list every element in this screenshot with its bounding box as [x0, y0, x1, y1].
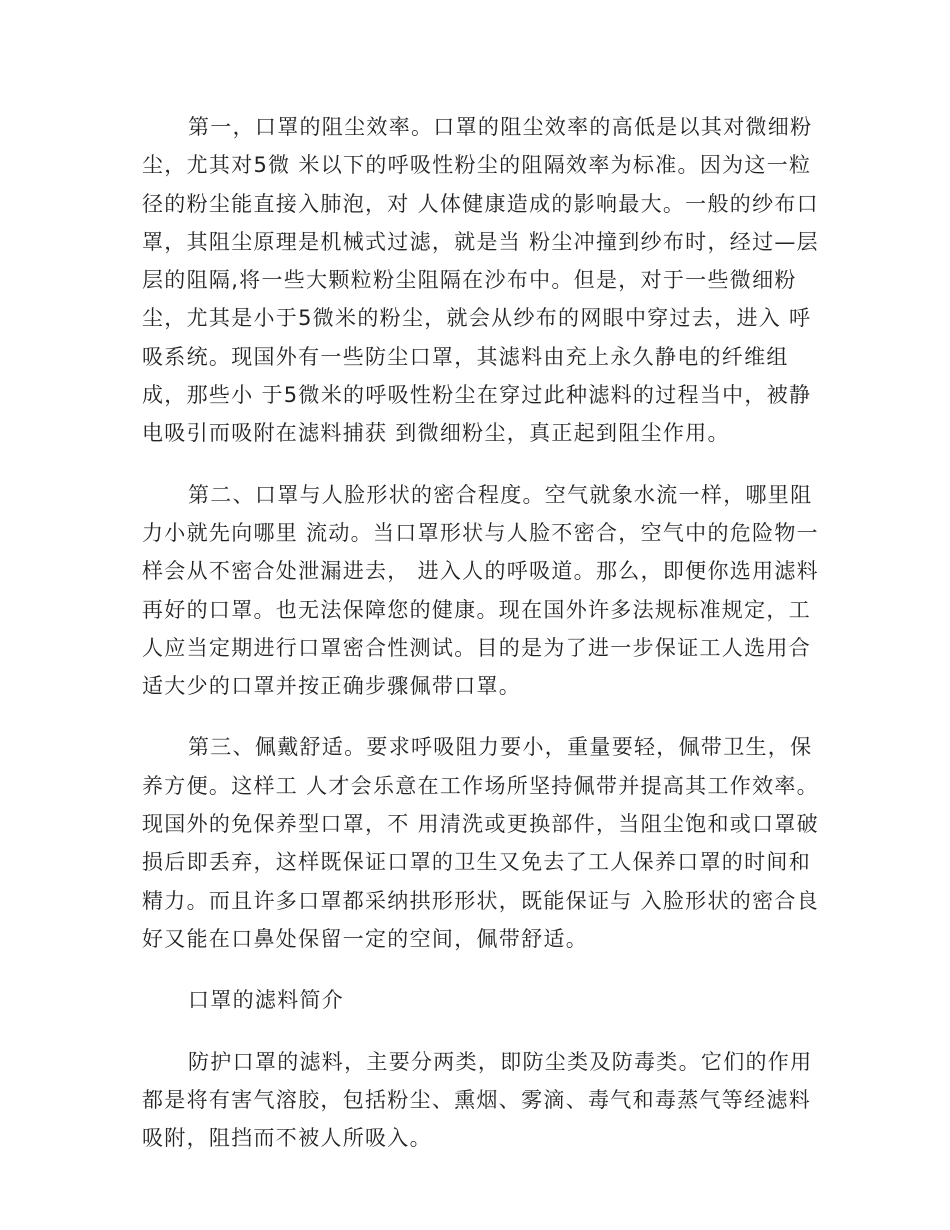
text-line: 成，那些小 于5微米的呼吸性粉尘在穿过此种滤料的过程当中，被静	[142, 383, 812, 408]
text-line: 好又能在口鼻处保留一定的空间，佩带舒适。	[142, 926, 588, 951]
paragraph-dust-efficiency	[142, 108, 819, 453]
paragraph-comfort	[142, 728, 819, 958]
text-line: 第三、佩戴舒适。要求呼吸阻力要小，重量要轻，佩带卫生，保	[188, 735, 813, 760]
text-line: 人应当定期进行口罩密合性测试。目的是为了进一步保证工人选用合	[142, 635, 811, 660]
text-line: 第一，口罩的阻尘效率。口罩的阻尘效率的高低是以其对微细粉	[188, 115, 813, 139]
text-line: 吸系统。现国外有一些防尘口罩，其滤料由充上永久静电的纤维组	[142, 344, 789, 369]
document-page	[142, 108, 819, 1180]
text-line: 都是将有害气溶胶，包括粉尘、熏烟、雾滴、毒气和毒蒸气等经滤料	[142, 1087, 811, 1112]
text-line: 电吸引而吸附在滤料捕获 到微细粉尘，真正起到阻尘作用。	[142, 421, 730, 446]
text-line: 吸附，阻挡而不被人所吸入。	[142, 1126, 432, 1151]
text-line: 罩，其阻尘原理是机械式过滤，就是当 粉尘冲撞到纱布时，经过—层	[142, 229, 819, 254]
text-line: 现国外的免保养型口罩，不 用清洗或更换部件，当阻尘饱和或口罩破	[142, 812, 819, 837]
text-line: 精力。而且许多口罩都采纳拱形形状，既能保证与 入脸形状的密合良	[142, 888, 819, 913]
text-line: 第二、口罩与人脸形状的密合程度。空气就象水流一样，哪里阻	[188, 482, 813, 507]
text-line: 力小就先向哪里 流动。当口罩形状与人脸不密合，空气中的危险物一	[142, 520, 819, 545]
paragraph-filter-intro	[142, 1043, 813, 1158]
text-line: 样会从不密合处泄漏进去， 进入人的呼吸道。那么，即便你选用滤料	[142, 559, 819, 584]
text-line: 层的阻隔,将一些大颗粒粉尘阻隔在沙布中。但是，对于一些微细粉	[142, 268, 797, 293]
paragraph-face-fit	[142, 476, 819, 706]
text-line: 养方便。这样工 人才会乐意在工作场所坚持佩带并提高其工作效率。	[142, 773, 819, 798]
text-line: 尘，尤其是小于5微米的粉尘，就会从纱布的网眼中穿过去，进入 呼	[142, 306, 812, 331]
heading-text: 口罩的滤料简介	[188, 988, 345, 1013]
text-line: 适大少的口罩并按正确步骤佩带口罩。	[142, 674, 522, 699]
section-heading	[142, 981, 810, 1019]
text-line: 径的粉尘能直接入肺泡，对 人体健康造成的影响最大。一般的纱布口	[142, 191, 819, 216]
text-line: 损后即丢弃，这样既保证口罩的卫生又免去了工人保养口罩的时间和	[142, 850, 811, 875]
text-line: 再好的口罩。也无法保障您的健康。现在国外许多法规标准规定，工	[142, 597, 811, 622]
text-line: 防护口罩的滤料，主要分两类，即防尘类及防毒类。它们的作用	[188, 1049, 813, 1074]
text-line: 尘，尤其对5微 米以下的呼吸性粉尘的阻隔效率为标准。因为这一粒	[142, 153, 812, 178]
